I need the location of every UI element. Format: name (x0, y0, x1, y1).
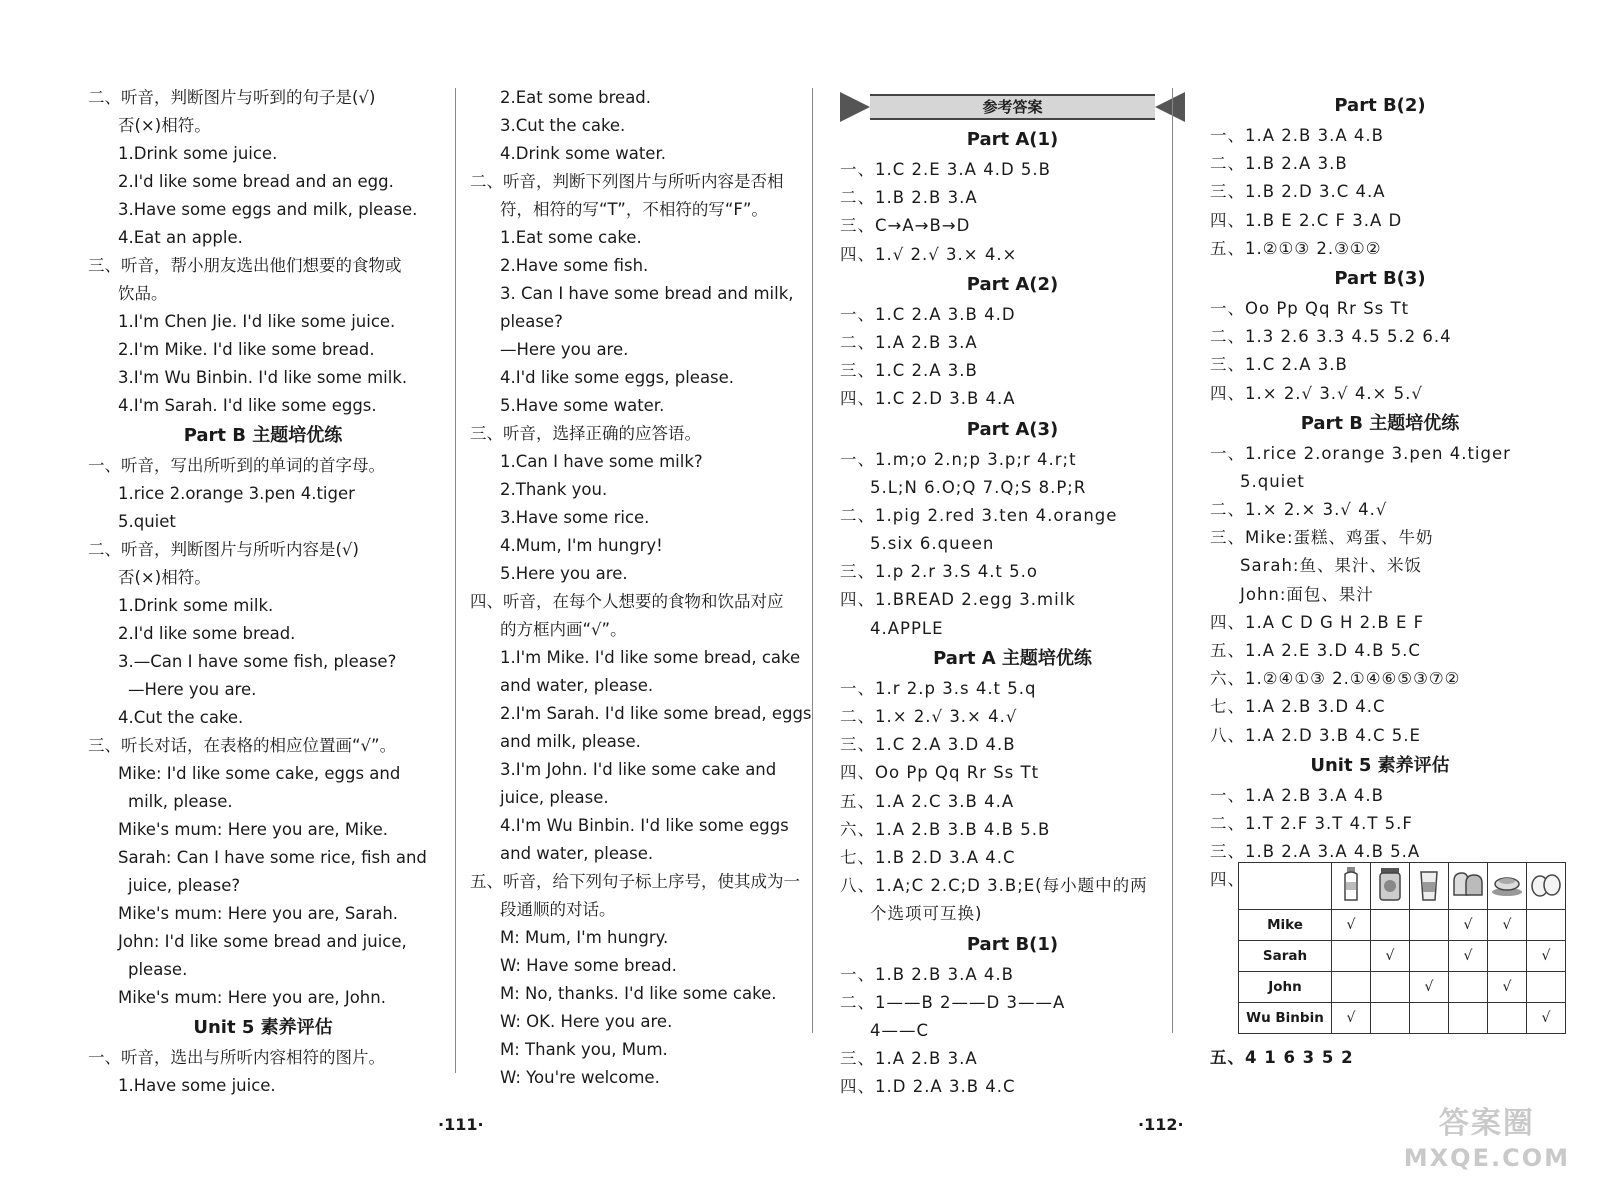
text-line: and milk, please. (500, 732, 641, 751)
banner-title: 参考答案 (982, 98, 1043, 116)
answer-line-5: 五、4 1 6 3 5 2 (1210, 1048, 1354, 1067)
text-line: Mike's mum: Here you are, Mike. (118, 820, 389, 839)
text-line: 3. Can I have some bread and milk, (500, 284, 794, 303)
table-cell: √ (1332, 1003, 1371, 1034)
text-line: 三、1.B 2.D 3.C 4.A (1210, 182, 1386, 202)
section-heading: Part B(3) (1334, 267, 1426, 289)
column-4 (1210, 90, 1550, 895)
text-line: 二、1.pig 2.red 3.ten 4.orange (840, 505, 1118, 525)
text-line: please? (500, 312, 563, 331)
table-cell (1527, 972, 1566, 1003)
table-cell (1332, 972, 1371, 1003)
text-line: 1.Have some juice. (118, 1076, 276, 1095)
text-line: 二、1.3 2.6 3.3 4.5 5.2 6.4 (1210, 327, 1452, 347)
text-line: 二、1.B 2.A 3.B (1210, 154, 1348, 174)
table-row-name: Wu Binbin (1239, 1003, 1332, 1034)
table-cell (1410, 941, 1449, 972)
text-line: 一、1.B 2.B 3.A 4.B (840, 964, 1014, 984)
text-line: 一、1.C 2.A 3.B 4.D (840, 304, 1016, 324)
text-line: 二、听音，判断图片与所听内容是(√) (88, 540, 359, 559)
table-cell (1527, 910, 1566, 941)
text-line: Sarah: Can I have some rice, fish and (118, 848, 427, 867)
section-heading: Part A(3) (966, 418, 1059, 440)
text-line: 3.Cut the cake. (500, 116, 626, 135)
section-heading: Part B(1) (966, 933, 1059, 955)
text-line: 一、1.r 2.p 3.s 4.t 5.q (840, 678, 1037, 698)
table-row (1239, 941, 1566, 972)
section-heading: Unit 5 素养评估 (193, 1017, 333, 1038)
table-cell (1332, 941, 1371, 972)
text-line: 三、1.C 2.A 3.B (1210, 355, 1348, 375)
text-line: 七、1.A 2.B 3.D 4.C (1210, 697, 1386, 717)
section-heading: Part A(1) (966, 129, 1059, 150)
text-line: 2.I'd like some bread and an egg. (118, 172, 394, 191)
text-line: juice, please. (500, 788, 609, 807)
text-line: 二、1.× 2.√ 3.× 4.√ (840, 707, 1018, 726)
text-line: 五、听音，给下列句子标上序号，使其成为一 (470, 872, 800, 891)
table-row-name: Sarah (1239, 941, 1332, 972)
section-heading: Part B 主题培优练 (1300, 412, 1460, 434)
table-cell (1488, 941, 1527, 972)
column-3 (840, 90, 1185, 1101)
text-line: 4.I'm Wu Binbin. I'd like some eggs (500, 816, 789, 835)
text-line: 1.Drink some milk. (118, 596, 274, 615)
answer-key-banner (840, 90, 1185, 120)
text-line: 四、1.A C D G H 2.B E F (1210, 612, 1425, 632)
table-cell: √ (1527, 941, 1566, 972)
text-line: 4.Drink some water. (500, 144, 666, 163)
text-line: 五、1.A 2.E 3.D 4.B 5.C (1210, 641, 1421, 660)
text-line: 5.Here you are. (500, 564, 628, 583)
table-header-row (1239, 863, 1566, 910)
text-line: 5.L;N 6.O;Q 7.Q;S 8.P;R (870, 477, 1087, 497)
table-cell (1410, 910, 1449, 941)
text-line: 2.Thank you. (500, 480, 608, 499)
text-line: 2.I'm Sarah. I'd like some bread, eggs (500, 704, 812, 723)
text-line: 2.I'd like some bread. (118, 624, 296, 643)
milk-glass-icon (1410, 863, 1449, 910)
text-line: 三、C→A→B→D (840, 216, 971, 236)
table-row (1239, 910, 1566, 941)
text-line: 3.I'm Wu Binbin. I'd like some milk. (118, 368, 408, 387)
text-line: 四、1.BREAD 2.egg 3.milk (840, 590, 1076, 610)
text-line: milk, please. (128, 792, 233, 811)
text-line: 1.Can I have some milk? (500, 452, 703, 471)
text-line: 二、1.T 2.F 3.T 4.T 5.F (1210, 813, 1413, 833)
bread-icon (1449, 863, 1488, 910)
text-line: John: I'd like some bread and juice, (118, 932, 407, 951)
water-bottle-icon (1332, 863, 1371, 910)
section-heading: Part B 主题培优练 (183, 425, 343, 446)
text-line: M: Thank you, Mum. (500, 1040, 668, 1059)
text-line: —Here you are. (128, 680, 257, 699)
text-line: 3.I'm John. I'd like some cake and (500, 760, 777, 779)
text-line: 四、1.√ 2.√ 3.× 4.× (840, 244, 1018, 264)
text-line: 5.quiet (1240, 471, 1305, 491)
text-line: 三、1.B 2.A 3.A 4.B 5.A (1210, 842, 1421, 862)
text-line: 三、1.C 2.A 3.B (840, 361, 978, 381)
table-row-name: John (1239, 972, 1332, 1003)
table-corner-cell (1239, 863, 1332, 910)
text-line: and water, please. (500, 844, 654, 863)
text-line: 2.Have some fish. (500, 256, 649, 275)
text-line: 1.I'm Mike. I'd like some bread, cake (500, 648, 801, 667)
watermark-text-bottom: MXQE.COM (1403, 1144, 1570, 1172)
table-cell (1371, 910, 1410, 941)
text-line: 1.rice 2.orange 3.pen 4.tiger (118, 484, 355, 503)
column-1 (88, 84, 438, 1100)
column-divider (455, 88, 456, 1073)
text-line: 4.APPLE (870, 618, 944, 638)
text-line: 符，相符的写“T”，不相符的写“F”。 (500, 200, 768, 219)
text-line: 否(×)相符。 (118, 568, 211, 587)
text-line: 七、1.B 2.D 3.A 4.C (840, 847, 1016, 867)
text-line: 四、听音，在每个人想要的食物和饮品对应 (470, 592, 784, 611)
text-line: 八、1.A;C 2.C;D 3.B;E(每小题中的两 (840, 876, 1148, 896)
text-line: 八、1.A 2.D 3.B 4.C 5.E (1210, 725, 1421, 745)
text-line: 5.quiet (118, 512, 176, 531)
text-line: 四、1.× 2.√ 3.√ 4.× 5.√ (1210, 383, 1423, 403)
text-line: 四、1.B E 2.C F 3.A D (1210, 210, 1403, 230)
text-line: 4.I'm Sarah. I'd like some eggs. (118, 396, 377, 415)
text-line: 一、1.A 2.B 3.A 4.B (1210, 785, 1384, 805)
table-cell (1371, 972, 1410, 1003)
juice-jar-icon (1371, 863, 1410, 910)
section-heading: Part B(2) (1334, 95, 1426, 116)
text-line: John:面包、果汁 (1240, 584, 1374, 604)
text-line: 否(×)相符。 (118, 116, 211, 135)
text-line: 三、1.C 2.A 3.D 4.B (840, 735, 1016, 755)
table-cell: √ (1410, 972, 1449, 1003)
table-cell: √ (1332, 910, 1371, 941)
food-checklist-table (1238, 862, 1566, 1034)
text-line: 三、1.A 2.B 3.A (840, 1049, 978, 1069)
page-number-left: ·111· (438, 1115, 484, 1134)
text-line: 5.six 6.queen (870, 534, 995, 554)
text-line: 一、1.C 2.E 3.A 4.D 5.B (840, 160, 1051, 179)
table-cell: √ (1488, 972, 1527, 1003)
text-line: W: You're welcome. (500, 1068, 660, 1087)
table-row-name: Mike (1239, 910, 1332, 941)
text-line: 六、1.A 2.B 3.B 4.B 5.B (840, 819, 1051, 839)
table-row (1239, 972, 1566, 1003)
text-line: W: OK. Here you are. (500, 1012, 673, 1031)
text-line: 3.—Can I have some fish, please? (118, 652, 397, 671)
text-line: 六、1.②④①③ 2.①④⑥⑤③⑦② (1210, 669, 1461, 689)
text-line: 一、1.rice 2.orange 3.pen 4.tiger (1210, 443, 1511, 463)
text-line: 饮品。 (118, 284, 168, 303)
text-line: 1.Drink some juice. (118, 144, 278, 163)
text-line: 4.Cut the cake. (118, 708, 244, 727)
text-line: 个选项可互换) (870, 904, 983, 924)
text-line: 4.Mum, I'm hungry! (500, 536, 663, 555)
text-line: 三、听音，选择正确的应答语。 (470, 424, 701, 443)
section-heading: Unit 5 素养评估 (1310, 754, 1450, 776)
table-cell (1410, 1003, 1449, 1034)
text-line: 4.Eat an apple. (118, 228, 243, 247)
text-line: 2.Eat some bread. (500, 88, 652, 107)
text-line: juice, please? (128, 876, 241, 895)
text-line: 二、听音，判断下列图片与所听内容是否相 (470, 172, 784, 191)
text-line: 三、听长对话，在表格的相应位置画“√”。 (88, 736, 397, 755)
text-line: 1.Eat some cake. (500, 228, 642, 247)
watermark-logo (1404, 1107, 1570, 1175)
text-line: 2.I'm Mike. I'd like some bread. (118, 340, 375, 359)
text-line: 一、听音，写出所听到的单词的首字母。 (88, 456, 385, 475)
text-line: M: No, thanks. I'd like some cake. (500, 984, 777, 1003)
text-line: 二、1.× 2.× 3.√ 4.√ (1210, 500, 1388, 520)
text-line: 一、听音，选出与所听内容相符的图片。 (88, 1048, 385, 1067)
text-line: 二、1.A 2.B 3.A (840, 332, 978, 352)
text-line: W: Have some bread. (500, 956, 677, 975)
text-line: 四、Oo Pp Qq Rr Ss Tt (840, 763, 1040, 783)
text-line: 的方框内画“√”。 (500, 620, 627, 639)
text-line: 一、Oo Pp Qq Rr Ss Tt (1210, 298, 1410, 318)
text-line: Sarah:鱼、果汁、米饭 (1240, 556, 1422, 576)
eggs-icon (1527, 863, 1566, 910)
table-cell (1488, 1003, 1527, 1034)
cake-icon (1488, 863, 1527, 910)
table-cell: √ (1449, 941, 1488, 972)
text-line: 四、1.D 2.A 3.B 4.C (840, 1077, 1016, 1097)
page-number-right: ·112· (1138, 1115, 1184, 1134)
text-line: 三、听音，帮小朋友选出他们想要的食物或 (88, 256, 402, 275)
text-line: 一、1.m;o 2.n;p 3.p;r 4.r;t (840, 449, 1077, 469)
table-cell: √ (1449, 910, 1488, 941)
text-line: 5.Have some water. (500, 396, 665, 415)
table-row (1239, 1003, 1566, 1034)
text-line: 4——C (870, 1020, 930, 1040)
text-line: 二、1——B 2——D 3——A (840, 992, 1066, 1012)
text-line: 段通顺的对话。 (500, 900, 616, 919)
text-line: Mike's mum: Here you are, Sarah. (118, 904, 399, 923)
section-heading: Part A 主题培优练 (933, 647, 1092, 669)
table-cell (1449, 1003, 1488, 1034)
text-line: and water, please. (500, 676, 654, 695)
text-line: 1.I'm Chen Jie. I'd like some juice. (118, 312, 396, 331)
table-cell: √ (1527, 1003, 1566, 1034)
text-line: —Here you are. (500, 340, 629, 359)
table-cell: √ (1371, 941, 1410, 972)
text-line: 4.I'd like some eggs, please. (500, 368, 735, 387)
text-line: 3.Have some rice. (500, 508, 650, 527)
text-line: 四、1.C 2.D 3.B 4.A (840, 389, 1016, 409)
table-cell: √ (1488, 910, 1527, 941)
text-line: M: Mum, I'm hungry. (500, 928, 669, 947)
text-line: 二、听音，判断图片与听到的句子是(√) (88, 88, 376, 107)
text-line: Mike's mum: Here you are, John. (118, 988, 386, 1007)
text-line: 四、 (1210, 870, 1245, 890)
text-line: please. (128, 960, 188, 979)
text-line: 五、1.②①③ 2.③①② (1210, 238, 1382, 258)
watermark-text-top: 答案圈 (1438, 1106, 1535, 1141)
text-line: 3.Have some eggs and milk, please. (118, 200, 418, 219)
table-cell (1371, 1003, 1410, 1034)
text-line: Mike: I'd like some cake, eggs and (118, 764, 401, 783)
text-line: 五、1.A 2.C 3.B 4.A (840, 791, 1015, 811)
text-line: 三、Mike:蛋糕、鸡蛋、牛奶 (1210, 528, 1434, 548)
text-line: 一、1.A 2.B 3.A 4.B (1210, 126, 1384, 145)
column-divider (1172, 88, 1173, 1033)
column-divider (812, 88, 813, 1033)
text-line: 三、1.p 2.r 3.S 4.t 5.o (840, 562, 1038, 582)
text-line: 二、1.B 2.B 3.A (840, 188, 978, 208)
column-2 (470, 84, 820, 1092)
table-cell (1449, 972, 1488, 1003)
section-heading: Part A(2) (966, 273, 1059, 295)
